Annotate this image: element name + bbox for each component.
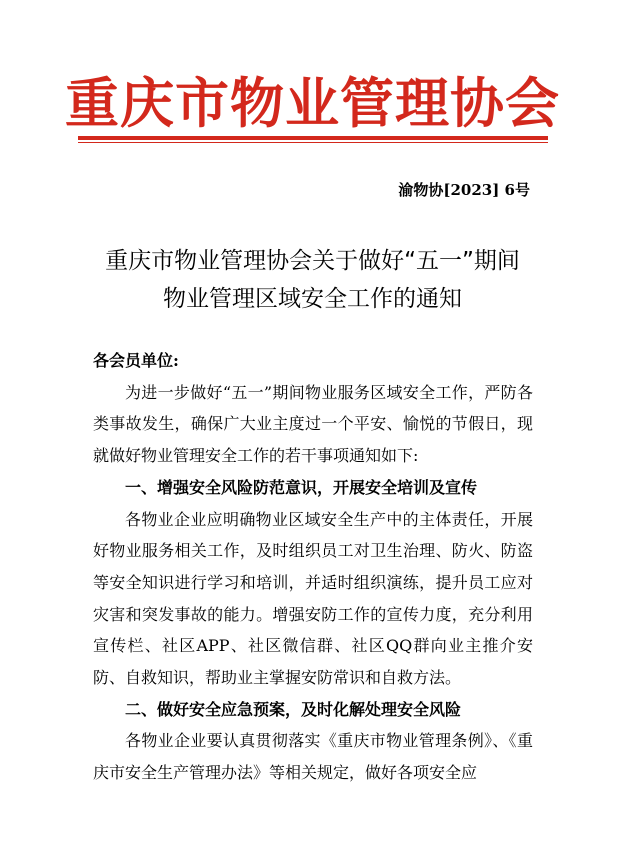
organization-header-title: 重庆市物业管理协会 [65,71,560,135]
intro-paragraph: 为进一步做好“五一”期间物业服务区域安全工作，严防各类事故发生，确保广大业主度过一个平安、愉悦的节假日，现就做好物业管理安全工作的若干事项通知如下: [93,382,533,466]
document-title [60,242,565,318]
salutation: 各会员单位: [93,351,179,370]
document-body [93,345,533,789]
section-1-heading: 一、增强安全风险防范意识，开展安全培训及宣传 [125,477,478,497]
header-divider-thick [78,136,548,140]
section-2-paragraph: 各物业企业要认真贯彻落实《重庆市物业管理条例》、《重庆市安全生产管理办法》等相关规定，做好各项安全应 [93,731,533,783]
document-title-line-2: 物业管理区域安全工作的通知 [163,286,462,312]
section-2-heading: 二、做好安全应急预案，及时化解处理安全风险 [125,699,462,719]
document-number: 渝物协[2023] 6号 [398,181,530,199]
section-1-paragraph: 各物业企业应明确物业区域安全生产中的主体责任，开展好物业服务相关工作，及时组织员工对卫生治理、防火、防盗等安全知识进行学习和培训，并适时组织演练，提升员工应对灾害和突发事故的能力。增强安防工作的宣传力度，充分利用宣传栏、社区APP、社区微信群、社区QQ群向业主推介安防、自救知识，帮助业主掌握安防常识和自救方法。 [93,509,533,688]
document-title-line-1: 重庆市物业管理协会关于做好“五一”期间 [105,248,520,274]
header-divider-thin [78,142,548,143]
